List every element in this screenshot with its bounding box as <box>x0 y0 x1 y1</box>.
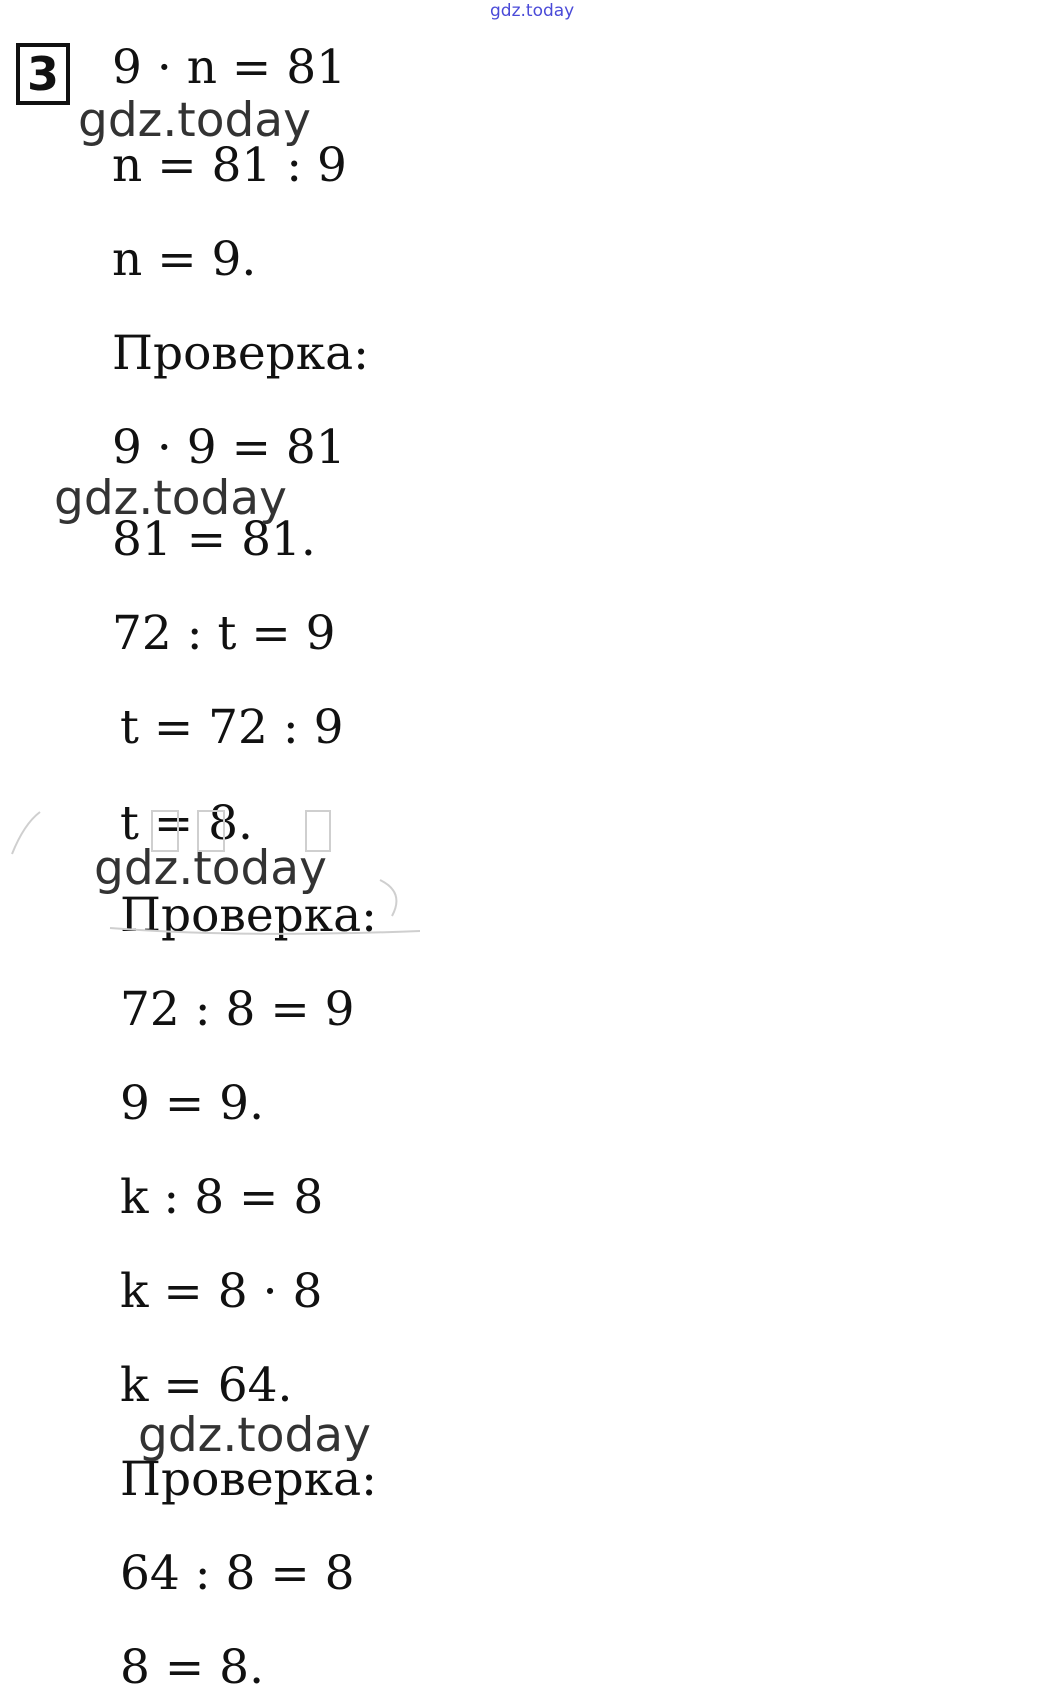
check-heading-1: Проверка: <box>112 326 369 381</box>
equation-line-5: t = 72 : 9 <box>120 700 344 755</box>
equation-line-4: 72 : t = 9 <box>112 606 336 661</box>
equation-line-7: k : 8 = 8 <box>120 1170 324 1225</box>
equation-line-3: n = 9. <box>112 232 257 287</box>
task-number-box: 3 <box>16 43 70 105</box>
check-result-1: 81 = 81. <box>112 512 316 567</box>
watermark: gdz.today <box>54 471 287 526</box>
equation-line-2: n = 81 : 9 <box>112 138 347 193</box>
check-heading-2: Проверка: <box>120 888 377 943</box>
equation-line-1: 9 · n = 81 <box>112 40 347 95</box>
check-result-2: 9 = 9. <box>120 1076 265 1131</box>
watermark: gdz.today <box>138 1408 371 1463</box>
check-line-3: 64 : 8 = 8 <box>120 1546 355 1601</box>
equation-line-8: k = 8 · 8 <box>120 1264 323 1319</box>
header-watermark: gdz.today <box>490 1 575 21</box>
equation-line-6: t = 8. <box>120 796 253 851</box>
watermark: gdz.today <box>94 841 327 896</box>
check-line-2: 72 : 8 = 9 <box>120 982 355 1037</box>
check-heading-3: Проверка: <box>120 1452 377 1507</box>
check-line-1: 9 · 9 = 81 <box>112 420 346 475</box>
check-result-3: 8 = 8. <box>120 1640 265 1695</box>
watermark: gdz.today <box>78 93 311 148</box>
faint-scribble-overlay <box>0 800 420 950</box>
equation-line-9: k = 64. <box>120 1358 293 1413</box>
